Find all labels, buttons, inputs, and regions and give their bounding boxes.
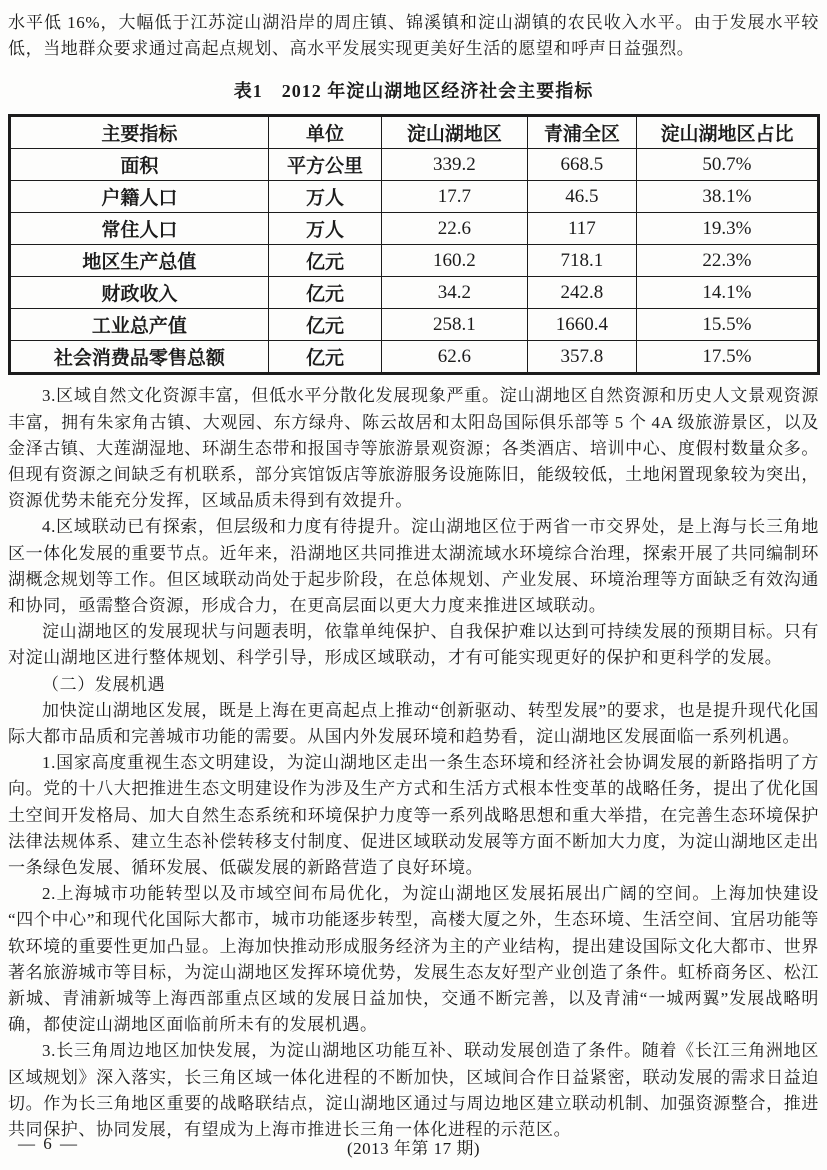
table-cell: 17.5% xyxy=(636,341,818,374)
table-cell: 22.3% xyxy=(636,245,818,277)
table-cell: 平方公里 xyxy=(268,149,381,181)
column-header-indicator: 主要指标 xyxy=(10,116,269,149)
paragraph-natural-resources: 3.区域自然文化资源丰富，但低水平分散化发展现象严重。淀山湖地区自然资源和历史人文景观资源丰富，拥有朱家角古镇、大观园、东方绿舟、陈云故居和太阳岛国际俱乐部等 5 个 4A 级旅游景区，以及金泽古镇、大莲湖湿地、环湖生态带和报国寺等旅游景观资源；各类酒店、培训中心、度假村数量众多。但现有资源之间缺乏有机联系，部分宾馆饭店等旅游服务设施陈旧，能级较低，土地闲置现象较为突出，资源优势未能充分发挥，区域品质未得到有效提升。 xyxy=(8,386,819,511)
table-cell: 万人 xyxy=(268,213,381,245)
table-cell: 117 xyxy=(527,213,636,245)
table-cell: 22.6 xyxy=(382,213,528,245)
table-row-retail-sales xyxy=(10,341,819,374)
body-text-block xyxy=(8,383,819,1143)
table-cell: 工业总产值 xyxy=(10,309,269,341)
table-cell: 社会消费品零售总额 xyxy=(10,341,269,374)
paragraph-opportunities-intro: 加快淀山湖地区发展，既是上海在更高起点上推动“创新驱动、转型发展”的要求，也是提升现代化国际大都市品质和完善城市功能的需要。从国内外发展环境和趋势看，淀山湖地区发展面临一系列机遇。 xyxy=(8,700,819,747)
column-header-qingpu: 青浦全区 xyxy=(527,116,636,149)
table-cell: 19.3% xyxy=(636,213,818,245)
table-row-industrial-output xyxy=(10,309,819,341)
paragraph-shanghai-transformation: 2.上海城市功能转型以及市域空间布局优化，为淀山湖地区发展拓展出广阔的空间。上海加快建设“四个中心”和现代化国际大都市，城市功能逐步转型，高楼大厦之外，生态环境、生活空间、宜居功能等软环境的重要性更加凸显。上海加快推动形成服务经济为主的产业结构，提出建设国际文化大都市、世界著名旅游城市等目标，为淀山湖地区发挥环境优势，发展生态友好型产业创造了条件。虹桥商务区、松江新城、青浦新城等上海西部重点区域的发展日益加快，交通不断完善，以及青浦“一城两翼”发展战略明确，都使淀山湖地区面临前所未有的发展机遇。 xyxy=(8,884,819,1035)
table-cell: 亿元 xyxy=(268,341,381,374)
table-row-area xyxy=(10,149,819,181)
table-cell: 户籍人口 xyxy=(10,181,269,213)
table-row-fiscal-revenue xyxy=(10,277,819,309)
column-header-share: 淀山湖地区占比 xyxy=(636,116,818,149)
table-cell: 62.6 xyxy=(382,341,528,374)
table-cell: 38.1% xyxy=(636,181,818,213)
table-cell: 34.2 xyxy=(382,277,528,309)
table-cell: 718.1 xyxy=(527,245,636,277)
table-cell: 17.7 xyxy=(382,181,528,213)
table-cell: 地区生产总值 xyxy=(10,245,269,277)
indicators-table xyxy=(8,114,820,375)
column-header-unit: 单位 xyxy=(268,116,381,149)
table-row-gdp xyxy=(10,245,819,277)
table-cell: 160.2 xyxy=(382,245,528,277)
table-cell: 258.1 xyxy=(382,309,528,341)
table-cell: 财政收入 xyxy=(10,277,269,309)
table-row-resident-population xyxy=(10,213,819,245)
table-cell: 242.8 xyxy=(527,277,636,309)
table-title: 表1 2012 年淀山湖地区经济社会主要指标 xyxy=(233,81,594,102)
table-cell: 14.1% xyxy=(636,277,818,309)
table-cell: 50.7% xyxy=(636,149,818,181)
table-cell: 亿元 xyxy=(268,245,381,277)
paragraph-ecological-civilization: 1.国家高度重视生态文明建设，为淀山湖地区走出一条生态环境和经济社会协调发展的新路指明了方向。党的十八大把推进生态文明建设作为涉及生产方式和生活方式根本性变革的战略任务，提出了优化国土空间开发格局、加大自然生态系统和环境保护力度等一系列战略思想和重大举措，在完善生态环境保护法律法规体系、建立生态补偿转移支付制度、促进区域联动发展等方面不断加大力度，为淀山湖地区走出一条绿色发展、循环发展、低碳发展的新路营造了良好环境。 xyxy=(8,753,819,878)
table-cell: 面积 xyxy=(10,149,269,181)
table-cell: 357.8 xyxy=(527,341,636,374)
section-heading-opportunities: （二）发展机遇 xyxy=(42,674,166,694)
table-cell: 15.5% xyxy=(636,309,818,341)
table-row-registered-population xyxy=(10,181,819,213)
table-cell: 亿元 xyxy=(268,309,381,341)
table-cell: 668.5 xyxy=(527,149,636,181)
table-cell: 339.2 xyxy=(382,149,528,181)
paragraph-summary: 淀山湖地区的发展现状与问题表明，依靠单纯保护、自我保护难以达到可持续发展的预期目标。只有对淀山湖地区进行整体规划、科学引导，形成区域联动，才有可能实现更好的保护和更科学的发展。 xyxy=(8,622,819,668)
paragraph-yangtze-delta: 3.长三角周边地区加快发展，为淀山湖地区功能互补、联动发展创造了条件。随着《长江三角洲地区区域规划》深入落实，长三角区域一体化进程的不断加快，区域间合作日益紧密，联动发展的需求日益迫切。作为长三角地区重要的战略联结点，淀山湖地区通过与周边地区建立联动机制、加强资源整合，推进共同保护、协同发展，有望成为上海市推进长三角一体化进程的示范区。 xyxy=(8,1041,819,1140)
table-cell: 46.5 xyxy=(527,181,636,213)
table-body xyxy=(10,149,819,374)
table-header-row xyxy=(10,116,819,149)
page-number: — 6 — xyxy=(18,1134,79,1153)
paragraph-regional-linkage: 4.区域联动已有探索，但层级和力度有待提升。淀山湖地区位于两省一市交界处，是上海与长三角地区一体化发展的重要节点。近年来，沿湖地区共同推进太湖流域水环境综合治理，探索开展了共同编制环湖概念规划等工作。但区域联动尚处于起步阶段，在总体规划、产业发展、环境治理等方面缺乏有效沟通和协同，亟需整合资源，形成合力，在更高层面以更大力度来推进区域联动。 xyxy=(8,517,819,616)
column-header-dianshanhu: 淀山湖地区 xyxy=(382,116,528,149)
table-cell: 亿元 xyxy=(268,277,381,309)
table-cell: 常住人口 xyxy=(10,213,269,245)
issue-label: (2013 年第 17 期) xyxy=(346,1139,481,1158)
table-cell: 1660.4 xyxy=(527,309,636,341)
intro-paragraph: 水平低 16%，大幅低于江苏淀山湖沿岸的周庄镇、锦溪镇和淀山湖镇的农民收入水平。由于发展水平较低，当地群众要求通过高起点规划、高水平发展实现更美好生活的愿望和呼声日益强烈。 xyxy=(8,13,819,59)
page-footer xyxy=(0,1134,827,1160)
table-cell: 万人 xyxy=(268,181,381,213)
